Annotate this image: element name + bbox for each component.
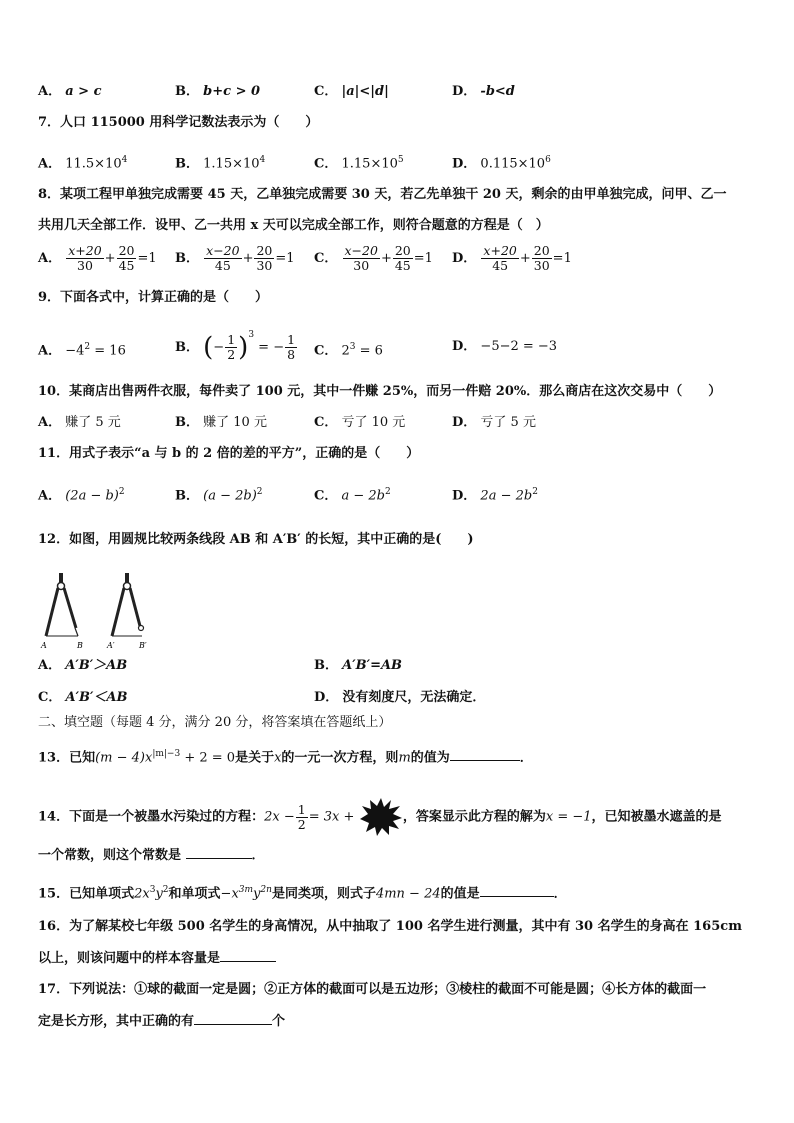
q8-option-a: A． $\frac{x+20}{30}$ + $\frac{20}{45}$ =1 xyxy=(38,243,157,273)
q9-option-d: D． −5−2 = −3 xyxy=(452,339,558,354)
q9-option-b: B． (− $\frac{1}{2}$ )$^3$ = − $\frac{1}{8}$ xyxy=(175,330,296,363)
compass-left-icon xyxy=(46,573,78,636)
q9-option-a: A． $-4^2 = 16$ xyxy=(38,342,126,359)
q14-answer-blank[interactable] xyxy=(186,846,252,859)
q14-line2: 一个常数，则这个常数是 ． xyxy=(38,848,265,863)
q7-option-a: A． $11.5\times 10^4$ xyxy=(38,155,128,172)
label-A: A xyxy=(41,641,47,650)
q13-answer-blank[interactable] xyxy=(450,748,520,761)
q11-option-d: D． $2a - 2b^2$ xyxy=(452,487,538,504)
q13-stem: 13．已知$(m - 4)x^{|m|-3} + 2 = 0$是关于x的一元一次方程，则m的值为 ． xyxy=(38,749,533,766)
q10-option-b: B． 赚了 10 元 xyxy=(175,415,267,430)
section-heading-fill-in: 二、填空题（每题 4 分，满分 20 分，将答案填在答题纸上） xyxy=(38,715,392,730)
q16-line1: 16．为了解某校七年级 500 名学生的身高情况，从中抽取了 100 名学生进行测量，其中有 30 名学生的身高在 165cm xyxy=(38,919,742,934)
label-A-prime: A′ xyxy=(107,641,115,650)
q8-stem-line1: 8．某项工程甲单独完成需要 45 天，乙单独完成需要 30 天，若乙先单独干 20 天，剩余的由甲单独完成，问甲、乙一 xyxy=(38,187,727,202)
q17-line1: 17．下列说法：①球的截面一定是圆；②正方体的截面可以是五边形；③棱柱的截面不可能是圆；④长方体的截面一 xyxy=(38,982,707,997)
q8-option-b: B． $\frac{x-20}{45}$ + $\frac{20}{30}$ =1 xyxy=(175,243,295,273)
q12-option-a: A． A′B′＞AB xyxy=(38,658,128,673)
q8-option-d: D． $\frac{x+20}{45}$ + $\frac{20}{30}$ =1 xyxy=(452,243,572,273)
q16-answer-blank[interactable] xyxy=(220,949,276,962)
q14-stem: 14．下面是一个被墨水污染过的方程：2x − $\frac{1}{2}$ = 3x + ，答案显示此方程的解为x = −1，已知被墨水遮盖的是 xyxy=(38,797,722,837)
q6-option-b: B． b+c > 0 xyxy=(175,84,261,99)
q15-answer-blank[interactable] xyxy=(480,884,554,897)
q12-option-d: D． 没有刻度尺，无法确定． xyxy=(314,690,486,705)
q17-line2: 定是长方形，其中正确的有 个 xyxy=(38,1014,286,1029)
compass-right-icon xyxy=(112,573,144,636)
q6-option-a: A． a > c xyxy=(38,84,102,99)
q17-answer-blank[interactable] xyxy=(194,1012,272,1025)
q8-stem-line2: 共用几天全部工作．设甲、乙一共用 x 天可以完成全部工作，则符合题意的方程是（ ） xyxy=(38,218,549,233)
q6-option-d: D． -b<d xyxy=(452,84,515,99)
q11-option-c: C． $a - 2b^2$ xyxy=(314,487,391,504)
q16-line2: 以上，则该问题中的样本容量是 xyxy=(38,949,276,968)
q8-option-c: C． $\frac{x-20}{30}$ + $\frac{20}{45}$ =1 xyxy=(314,243,433,273)
q9-option-c: C． $2^3 = 6$ xyxy=(314,342,383,359)
q10-option-d: D． 亏了 5 元 xyxy=(452,415,536,430)
q10-stem: 10．某商店出售两件衣服，每件卖了 100 元，其中一件赚 25%，而另一件赔 20%．那么商店在这次交易中（ ） xyxy=(38,384,722,399)
ink-blot-icon xyxy=(359,797,403,837)
q7-option-b: B． $1.15\times 10^4$ xyxy=(175,155,266,172)
label-B-prime: B′ xyxy=(139,641,147,650)
q9-stem: 9．下面各式中，计算正确的是（ ） xyxy=(38,290,269,305)
q11-option-a: A． $(2a - b)^2$ xyxy=(38,487,125,504)
q7-stem: 7．人口 115000 用科学记数法表示为（ ） xyxy=(38,115,319,130)
q12-stem: 12．如图，用圆规比较两条线段 AB 和 A′B′ 的长短，其中正确的是( ) xyxy=(38,532,474,547)
q7-option-c: C． $1.15\times 10^5$ xyxy=(314,155,404,172)
q10-option-a: A． 赚了 5 元 xyxy=(38,415,121,430)
q11-option-b: B． $(a - 2b)^2$ xyxy=(175,487,263,504)
q10-option-c: C． 亏了 10 元 xyxy=(314,415,406,430)
q12-option-c: C． A′B′＜AB xyxy=(38,690,128,705)
q6-option-c: C． |a|<|d| xyxy=(314,84,389,99)
q15-stem: 15．已知单项式$2x^3y^2$和单项式$-x^{3m}y^{2n}$是同类项，则式子4mn − 24的值是 ． xyxy=(38,885,567,902)
q12-option-b: B． A′B′=AB xyxy=(314,658,403,673)
q7-option-d: D． $0.115\times 10^6$ xyxy=(452,155,551,172)
compass-figure xyxy=(38,570,158,652)
q11-stem: 11．用式子表示“a 与 b 的 2 倍的差的平方”，正确的是（ ） xyxy=(38,446,420,461)
label-B: B xyxy=(77,641,83,650)
